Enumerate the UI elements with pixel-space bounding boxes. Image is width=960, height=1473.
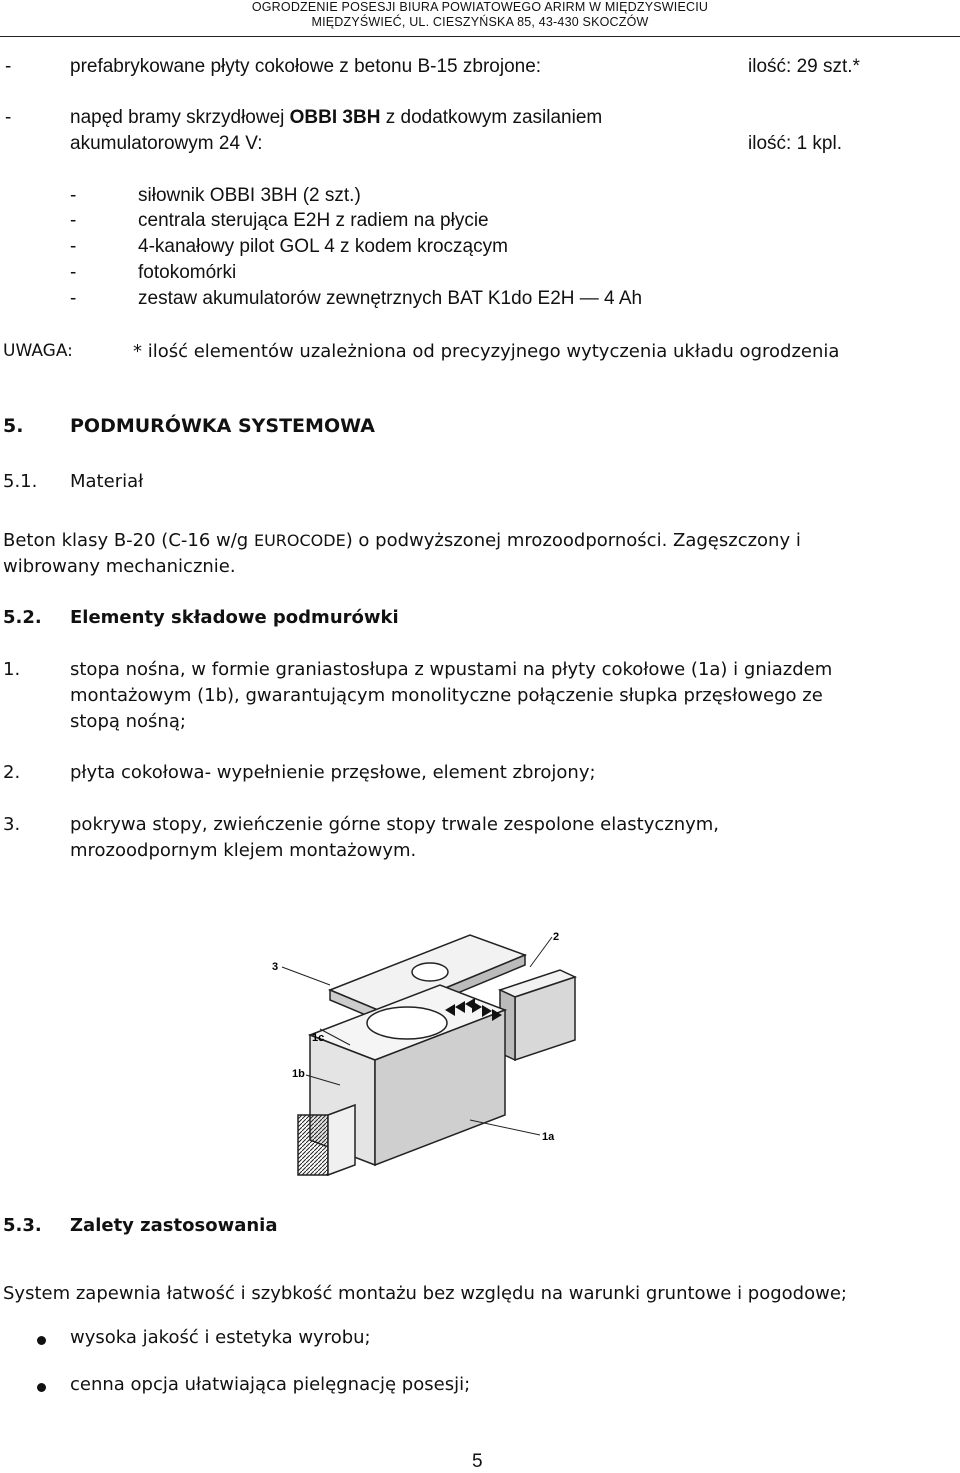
item-2-text: napęd bramy skrzydłowej OBBI 3BH z dodatkowym zasilaniem (70, 107, 603, 128)
item-2-qty: ilość: 1 kpl. (748, 133, 842, 154)
section-5-3-title: Zalety zastosowania (70, 1215, 278, 1236)
item-1-qty: ilość: 29 szt.* (748, 56, 860, 77)
subitem-2-dash: - (70, 210, 77, 231)
subitem-4-dash: - (70, 262, 77, 283)
subitem-4-text: fotokomórki (138, 262, 237, 283)
section-5-number: 5. (3, 415, 24, 437)
item-1-dash: - (5, 56, 12, 77)
element-2-line1: płyta cokołowa- wypełnienie przęsłowe, element zbrojony; (70, 762, 596, 783)
section-5-3-number: 5.3. (3, 1215, 42, 1236)
figure-label-1c: 1c (312, 1032, 325, 1044)
item-2-text-line2: akumulatorowym 24 V: (70, 133, 263, 154)
element-1-number: 1. (3, 659, 21, 680)
subitem-5-text: zestaw akumulatorów zewnętrznych BAT K1do E2H — 4 Ah (138, 288, 643, 309)
element-1-line3: stopą nośną; (70, 711, 186, 732)
subitem-3-dash: - (70, 236, 77, 257)
note-text: * ilość elementów uzależniona od precyzyjnego wytyczenia układu ogrodzenia (133, 341, 840, 362)
figure-label-1a: 1a (542, 1131, 555, 1143)
plinth-plate (500, 970, 575, 1060)
subitem-1-text: siłownik OBBI 3BH (2 szt.) (138, 185, 361, 206)
element-3-number: 3. (3, 814, 21, 835)
note-label: UWAGA: (3, 341, 73, 361)
figure-label-2: 2 (553, 931, 560, 943)
section-5-2-number: 5.2. (3, 607, 42, 628)
material-text-line1: Beton klasy B-20 (C-16 w/g EUROCODE) o podwyższonej mrozoodporności. Zagęszczony i (3, 530, 801, 551)
subitem-5-dash: - (70, 288, 77, 309)
foundation-diagram (270, 915, 600, 1185)
element-1-line1: stopa nośna, w formie graniastosłupa z wpustami na płyty cokołowe (1a) i gniazdem (70, 659, 833, 680)
section-5-title: PODMURÓWKA SYSTEMOWA (70, 415, 375, 437)
header-line-2: MIĘDZYŚWIEĆ, UL. CIESZYŃSKA 85, 43-430 SKOCZÓW (311, 15, 649, 29)
bullet-2-icon (37, 1383, 46, 1392)
bullet-1-icon (37, 1336, 46, 1345)
figure-label-1b: 1b (292, 1068, 305, 1080)
section-5-2-title: Elementy składowe podmurówki (70, 607, 399, 628)
base-body (298, 985, 505, 1175)
header-line-1: OGRODZENIE POSESJI BIURA POWIATOWEGO ARIRM W MIĘDZYSWIECIU (251, 0, 709, 14)
advantages-text: System zapewnia łatwość i szybkość montażu bez względu na warunki gruntowe i pogodowe; (3, 1283, 847, 1304)
header-rule (0, 36, 960, 37)
item-1-text: prefabrykowane płyty cokołowe z betonu B-15 zbrojone: (70, 56, 542, 77)
section-5-1-title: Materiał (70, 471, 144, 492)
element-1-line2: montażowym (1b), gwarantującym monolityczne połączenie słupka przęsłowego ze (70, 685, 823, 706)
figure-label-3: 3 (272, 961, 279, 973)
subitem-2-text: centrala sterująca E2H z radiem na płycie (138, 210, 489, 231)
item-2-dash: - (5, 107, 12, 128)
element-3-line2: mrozoodpornym klejem montażowym. (70, 840, 417, 861)
bullet-2-text: cenna opcja ułatwiająca pielęgnację posesji; (70, 1374, 471, 1395)
element-2-number: 2. (3, 762, 21, 783)
subitem-3-text: 4-kanałowy pilot GOL 4 z kodem kroczącym (138, 236, 508, 257)
subitem-1-dash: - (70, 185, 77, 206)
material-text-line2: wibrowany mechanicznie. (3, 556, 236, 577)
page-number: 5 (472, 1451, 483, 1472)
bullet-1-text: wysoka jakość i estetyka wyrobu; (70, 1327, 371, 1348)
element-3-line1: pokrywa stopy, zwieńczenie górne stopy trwale zespolone elastycznym, (70, 814, 720, 835)
section-5-1-number: 5.1. (3, 471, 38, 492)
